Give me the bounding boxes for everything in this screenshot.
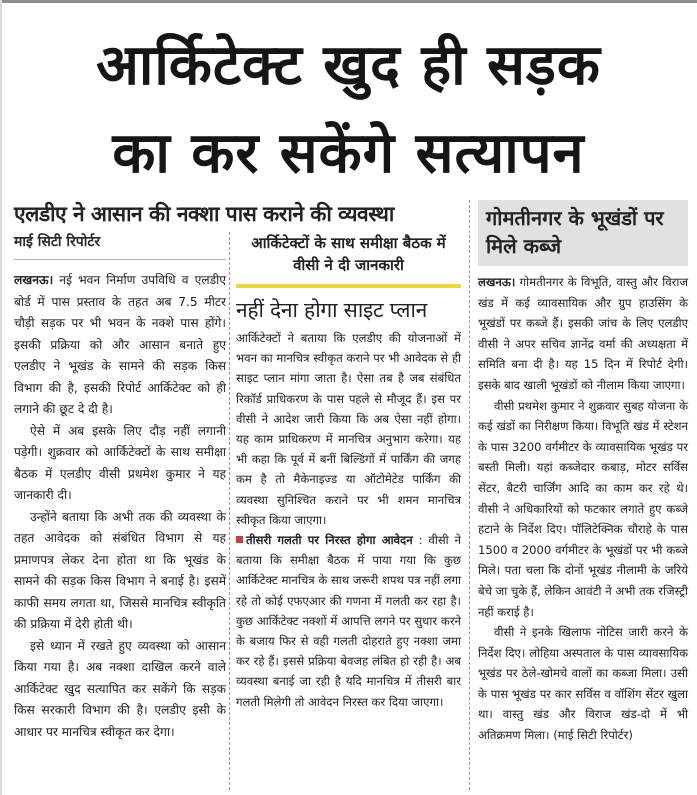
paragraph [14, 270, 226, 421]
bullet-square-icon [236, 536, 243, 543]
kicker: आर्किटेक्टों के साथ समीक्षा बैठक में वीसी ने दी जानकारी [251, 234, 446, 274]
subpoint-title: तीसरी गलती पर निरस्त होगा आवेदन [246, 533, 413, 548]
paragraph-text: गोमतीनगर के विभूति, वास्तु और विराज खंड में कई व्यावसायिक और ग्रुप हाउसिंग के भूखंडों पर कब्जे हैं। इसकी जांच के लिए एलडीए वीसी ने अपर सचिव ज्ञानेंद्र वर्मा की अध्यक्षता में समिति बना दी है। यह 15 दिन में रिपोर्ट देगी। इसके बाद खाली भूखंडों को नीलाम किया जाएगा। [478, 275, 688, 392]
subpoint-text: : वीसी ने बताया कि समीक्षा बैठक में पाया गया कि कुछ आर्किटेक्ट मानचित्र के साथ जरूरी शपथ पत्र नहीं लगा रहे तो कोई एफएआर की गणना में गलती कर रहा है। कुछ आर्किटेक्ट नक्शों में आपत्ति लगने पर सुधार करने के बजाय फिर से वही गलती दोहराते हुए नक्शा जमा कर रहे हैं। इससे प्रक्रिया बेवजह लंबित हो रही है। अब व्यवस्था बनाई जा रही है यदि मानचित्र में तीसरी बार गलती मिलेगी तो आवेदन निरस्त कर दिया जाएगा। [236, 533, 461, 709]
paragraph: वीसी ने इनके खिलाफ नोटिस जारी करने के निर्देश दिए। लोहिया अस्पताल के पास व्यावसायिक भूखंड पर ठेले-खोमचे वालों का कब्जा मिला। उसी के पास भूखंड पर कार सर्विस व वॉशिंग सेंटर खुला था। वास्तु खंड और विराज खंड-दो में भी अतिक्रमण मिला। (माई सिटी रिपोर्टर) [478, 625, 688, 743]
paragraph: उन्होंने बताया कि अभी तक की व्यवस्था के तहत आवेदक को संबंधित विभाग से यह प्रमाणपत्र लेकर देना होता था कि भूखंड के सामने की सड़क किस विभाग ने बनाई है। इसमें काफी समय लगता था, जिससे मानचित्र स्वीकृति की प्रक्रिया में देरी होती थी। [14, 509, 226, 631]
paragraph-text: नई भवन निर्माण उपविधि व एलडीए बोर्ड में पास प्रस्ताव के तहत अब 7.5 मीटर चौड़ी सड़क पर भी भवन के नक्शे पास होंगे। इसकी प्रक्रिया को और आसान बनाते हुए एलडीए ने भूखंड के सामने की सड़क किस विभाग की है, इसकी रिपोर्ट आर्किटेक्ट को ही लगाने की छूट दे दी है। [14, 273, 227, 416]
headline-line-1: आर्किटेक्ट खुद ही सड़क [96, 33, 601, 98]
paragraph: इसे ध्यान में रखते हुए व्यवस्था को आसान किया गया है। अब नक्शा दाखिल करने वाले आर्किटेक्ट खुद सत्यापित कर सकेंगे कि सड़क किस सरकारी विभाग की है। एलडीए इसी के आधार पर मानचित्र स्वीकृत कर देगा। [14, 638, 226, 739]
column-divider-2 [469, 200, 470, 790]
main-story-body [14, 270, 226, 743]
side-story-body [236, 328, 461, 712]
subheadline: एलडीए ने आसान की नक्शा पास कराने की व्यवस्था [14, 202, 394, 226]
dateline: लखनऊ। [14, 273, 54, 287]
paragraph: आर्किटेक्टों ने बताया कि एलडीए की योजनाओं में भवन का मानचित्र स्वीकृत कराने पर भी आवेदक से ही साइट प्लान मांगा जाता है। ऐसा तब है जब संबंधित रिकॉर्ड प्राधिकरण के पास पहले से मौजूद हैं। इस पर वीसी ने आदेश जारी किया कि अब ऐसा नहीं होगा। यह काम प्राधिकरण में मानचित्र अनुभाग करेगा। यह भी कहा कि पूर्व में बनीं बिल्डिंगों में पार्किंग की जगह कम है तो मैकेनाइज्ड या ऑटोमेटेड पार्किंग की व्यवस्था सुनिश्चित कराने पर भी शमन मानचित्र स्वीकृत किया जाएगा। [236, 331, 461, 527]
top-border [0, 0, 697, 3]
dateline: लखनऊ। [478, 275, 516, 289]
column-divider-1 [229, 232, 230, 790]
main-story [14, 232, 226, 743]
box-story-body [478, 272, 688, 746]
paragraph: ऐसे में अब इसके लिए दौड़ नहीं लगानी पड़ेगी। शुक्रवार को आर्किटेक्टों के साथ समीक्षा बैठक में एलडीए वीसी प्रथमेश कुमार ने यह जानकारी दी। [14, 423, 226, 502]
byline: माई सिटी रिपोर्टर [14, 232, 226, 260]
box-story [478, 200, 688, 746]
side-story-heading: नहीं देना होगा साइट प्लान [236, 298, 427, 322]
headline-line-2: का कर सकेंगे सत्यापन [112, 121, 585, 186]
subpoint [236, 530, 461, 712]
box-story-heading: गोमतीनगर के भूखंडों पर मिले कब्जे [478, 200, 688, 266]
accent-bar [236, 284, 461, 288]
paragraph [478, 272, 688, 396]
side-story [236, 232, 461, 712]
paragraph: वीसी प्रथमेश कुमार ने शुक्रवार सुबह योजना के कई खंडों का निरीक्षण किया। विभूति खंड में स्टेशन के पास 3200 वर्गमीटर के व्यावसायिक भूखंड पर बस्ती मिली। यहां कब्जेदार कबाड़, मोटर सर्विस सेंटर, बैटरी चार्जिंग आदि का काम कर रहे थे। वीसी ने अधिकारियों को फटकार लगाते हुए कब्जे हटाने के निर्देश दिए। पॉलिटेक्निक चौराहे के पास 1500 व 2000 वर्गमीटर के भूखंडों पर भी कब्जे मिले। पता चला कि दोनों भूखंड नीलामी के जरिये बेचे जा चुके हैं, लेकिन आवंटी ने अभी तक रजिस्ट्री नहीं कराई है। [478, 398, 688, 619]
headline [0, 22, 697, 198]
